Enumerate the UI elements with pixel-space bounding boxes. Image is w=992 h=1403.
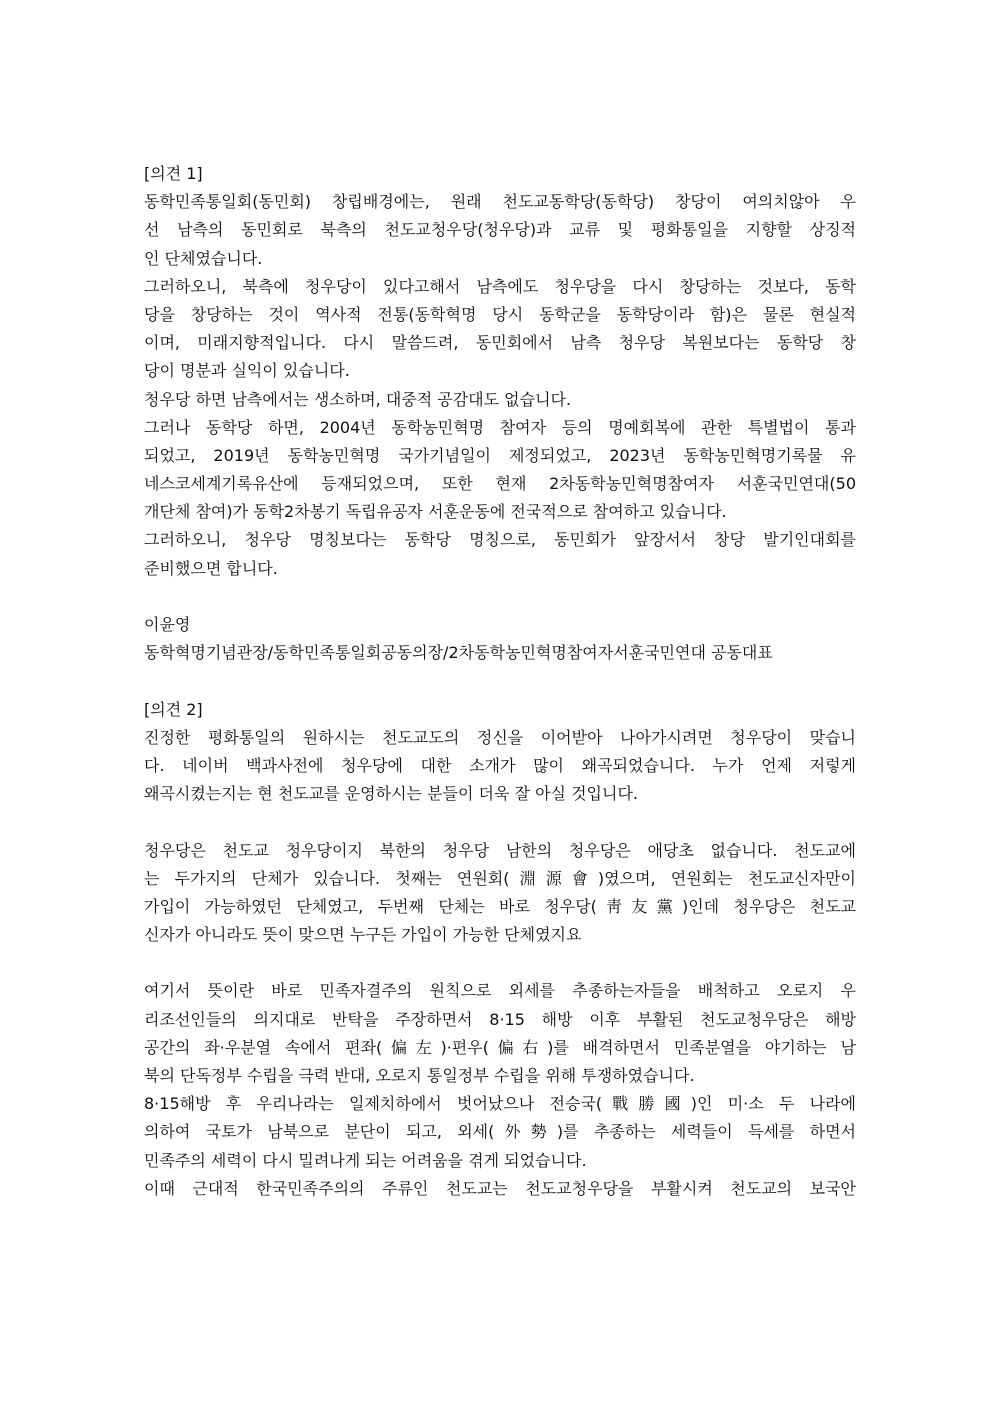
paragraph-line: 는 두가지의 단체가 있습니다. 첫째는 연원회(淵源會)였으며, 연원회는 천도교신자만이 (144, 868, 856, 888)
spacer (144, 667, 856, 695)
paragraph-line: 당을 창당하는 것이 역사적 전통(동학혁명 당시 동학군을 동학당이라 함)은 물론 현실적 (144, 304, 856, 324)
paragraph-line: 다. 네이버 백과사전에 청우당에 대한 소개가 많이 왜곡되었습니다. 누가 언제 저렇게 (144, 755, 856, 775)
paragraph-line: 청우당 하면 남측에서는 생소하며, 대중적 공감대도 없습니다. (144, 389, 572, 409)
paragraph-line: 청우당은 천도교 청우당이지 북한의 청우당 남한의 청우당은 애당초 없습니다. 천도교에 (144, 840, 856, 860)
paragraph-line: 그러나 동학당 하면, 2004년 동학농민혁명 참여자 등의 명예회복에 관한 특별법이 통과 (144, 417, 856, 437)
paragraph-line: 가입이 가능하였던 단체였고, 두번째 단체는 바로 청우당(靑友黨)인데 청우당은 천도교 (144, 896, 856, 916)
paragraph-line: 진정한 평화통일의 원하시는 천도교도의 정신을 이어받아 나아가시려면 청우당이 맞습니 (144, 727, 856, 747)
paragraph-line: 당이 명분과 실익이 있습니다. (144, 361, 350, 381)
spacer (144, 583, 856, 611)
paragraph-line: 이때 근대적 한국민족주의의 주류인 천도교는 천도교청우당을 부활시켜 천도교의 보국안 (144, 1178, 856, 1198)
spacer (144, 949, 856, 977)
paragraph-line: 왜곡시켰는지는 현 천도교를 운영하시는 분들이 더욱 잘 아실 것입니다. (144, 784, 638, 804)
paragraph-line: 그러하오니, 청우당 명칭보다는 동학당 명칭으로, 동민회가 앞장서서 창당 발기인대회를 (144, 530, 856, 550)
paragraph-line: 동학민족통일회(동민회) 창립배경에는, 원래 천도교동학당(동학당) 창당이 여의치않아 우 (144, 192, 856, 212)
paragraph-line: 민족주의 세력이 다시 밀려나게 되는 어려움을 겪게 되었습니다. (144, 1150, 587, 1170)
paragraph-line: 선 남측의 동민회로 북측의 천도교청우당(청우당)과 교류 및 평화통일을 지향할 상징적 (144, 220, 856, 240)
paragraph-line: 의하여 국토가 남북으로 분단이 되고, 외세(外勢)를 추종하는 세력들이 득세를 하면서 (144, 1122, 856, 1142)
paragraph-line: 공간의 좌·우분열 속에서 편좌(偏左)·편우(偏右)를 배격하면서 민족분열을 야기하는 남 (144, 1037, 856, 1057)
author-title: 동학혁명기념관장/동학민족통일회공동의장/2차동학농민혁명참여자서훈국민연대 공동대표 (144, 643, 773, 663)
paragraph-line: 이며, 미래지향적입니다. 다시 말씀드려, 동민회에서 남측 청우당 복원보다는 동학당 창 (144, 333, 856, 353)
paragraph-line: 리조선인들의 의지대로 반탁을 주장하면서 8·15 해방 이후 부활된 천도교청우당은 해방 (144, 1009, 856, 1029)
document-page (144, 160, 856, 1203)
opinion-1-heading: [의견 1] (144, 164, 203, 183)
paragraph-line: 준비했으면 합니다. (144, 558, 278, 578)
opinion-2-heading: [의견 2] (144, 699, 203, 719)
paragraph-line: 네스코세계기록유산에 등재되었으며, 또한 현재 2차동학농민혁명참여자 서훈국민연대(50 (144, 474, 856, 494)
paragraph-line: 인 단체였습니다. (144, 248, 263, 268)
paragraph-line: 되었고, 2019년 동학농민혁명 국가기념일이 제정되었고, 2023년 동학농민혁명기록물 유 (144, 445, 856, 465)
paragraph-line: 그러하오니, 북측에 청우당이 있다고해서 남측에도 청우당을 다시 창당하는 것보다, 동학 (144, 276, 856, 296)
spacer (144, 808, 856, 836)
paragraph-line: 북의 단독정부 수립을 극력 반대, 오로지 통일정부 수립을 위해 투쟁하였습니다. (144, 1066, 695, 1085)
paragraph-line: 개단체 참여)가 동학2차봉기 독립유공자 서훈운동에 전국적으로 참여하고 있습니다. (144, 502, 727, 522)
author-name: 이윤영 (144, 615, 191, 634)
paragraph-line: 8·15해방 후 우리나라는 일제치하에서 벗어났으나 전승국(戰勝國)인 미·소 두 나라에 (144, 1094, 856, 1114)
paragraph-line: 여기서 뜻이란 바로 민족자결주의 원칙으로 외세를 추종하는자들을 배척하고 오로지 우 (144, 981, 856, 1001)
paragraph-line: 신자가 아니라도 뜻이 맞으면 누구든 가입이 가능한 단체였지요 (144, 925, 582, 945)
